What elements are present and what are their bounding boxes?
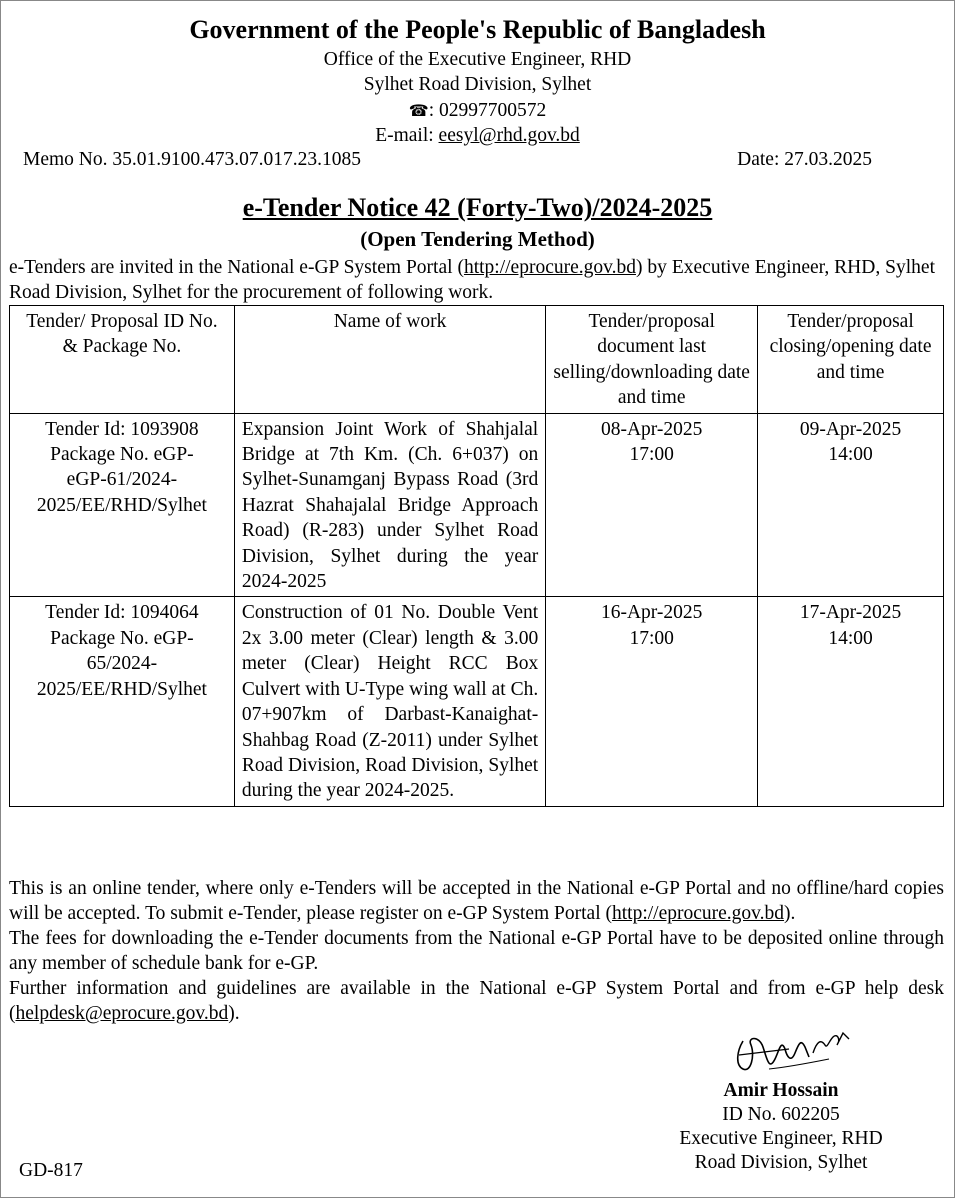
table-row (10, 597, 944, 806)
closing-date: 09-Apr-2025 (799, 418, 902, 440)
phone-number: : 02997700572 (428, 100, 547, 121)
selling-date: 16-Apr-2025 (600, 602, 703, 624)
signatory-office: Road Division, Sylhet (694, 1152, 868, 1173)
header-closing-date: Tender/proposal closing/opening date and time (758, 306, 944, 414)
tendering-method: (Open Tendering Method) (360, 227, 595, 251)
government-heading: Government of the People's Republic of Bangladesh (189, 15, 766, 44)
signatory-title: Executive Engineer, RHD (679, 1128, 883, 1149)
table-row (10, 413, 944, 597)
online-tender-paragraph (9, 876, 944, 926)
closing-time: 14:00 (828, 444, 873, 466)
closing-date-cell (758, 413, 944, 597)
header-tender-id: Tender/ Proposal ID No. & Package No. (10, 306, 235, 414)
phone-line (1, 99, 954, 124)
package-no-line: Package No. eGP- (50, 627, 194, 649)
header-name-of-work: Name of work (234, 306, 545, 414)
tender-id-cell (10, 597, 235, 806)
selling-time: 17:00 (629, 444, 674, 466)
division-line: Sylhet Road Division, Sylhet (363, 74, 592, 95)
eprocure-link[interactable]: http://eprocure.gov.bd (612, 903, 785, 924)
tender-id: Tender Id: 1094064 (45, 602, 199, 624)
work-description: Expansion Joint Work of Shahjalal Bridge at 7th Km. (Ch. 6+037) on Sylhet-Sunamganj Bypass Road (3rd Hazrat Shahajalal Bridge Approach Road) (R-283) under Sylhet Road Division, Sylhet during the year 2024-2025 (234, 413, 545, 597)
table-header-row (10, 306, 944, 414)
package-no-line: 65/2024- (86, 653, 158, 675)
helpdesk-email-link[interactable]: helpdesk@eprocure.gov.bd (15, 1003, 229, 1024)
handwritten-signature (729, 1019, 859, 1079)
closing-time: 14:00 (828, 627, 873, 649)
selling-date-cell (546, 597, 758, 806)
tender-id-cell (10, 413, 235, 597)
package-no-line: 2025/EE/RHD/Sylhet (36, 678, 207, 700)
signatory-name: Amir Hossain (723, 1080, 839, 1101)
tender-id: Tender Id: 1093908 (45, 418, 199, 440)
closing-date-cell (758, 597, 944, 806)
fees-paragraph: The fees for downloading the e-Tender documents from the National e-GP Portal have to be deposited online through any member of schedule bank for e-GP. (9, 928, 944, 974)
office-line: Office of the Executive Engineer, RHD (323, 49, 632, 70)
email-label: E-mail: (375, 125, 439, 146)
email-line (1, 124, 954, 148)
header-selling-date: Tender/proposal document last selling/downloading date and time (546, 306, 758, 414)
notice-title: e-Tender Notice 42 (Forty-Two)/2024-2025 (242, 193, 713, 222)
signatory-id: ID No. 602205 (722, 1104, 840, 1125)
memo-number: Memo No. 35.01.9100.473.07.017.23.1085 (23, 149, 361, 170)
telephone-icon: ☎ (408, 103, 429, 120)
terms-section (9, 876, 944, 1026)
package-no-line: eGP-61/2024- (66, 469, 178, 491)
work-description: Construction of 01 No. Double Vent 2x 3.00 meter (Clear) length & 3.00 meter (Clear) Height RCC Box Culvert with U-Type wing wall at Ch. 07+907km of Darbast-Kanaighat-Shahbag Road (Z-2011) under Sylhet Road Division, Road Division, Sylhet during the year 2024-2025. (234, 597, 545, 806)
signature-block (631, 1079, 931, 1175)
memo-date: Date: 27.03.2025 (737, 149, 872, 170)
further-text-start: Further information and guidelines are available in the National e-GP System Portal and from e-GP help desk ( (9, 978, 944, 1024)
intro-text-end: ) by Executive Engineer, RHD, Sylhet Road Division, Sylhet for the procurement of following work. (9, 257, 935, 303)
gd-number: GD-817 (19, 1160, 83, 1181)
selling-time: 17:00 (629, 627, 674, 649)
email-link[interactable]: eesyl@rhd.gov.bd (438, 125, 580, 146)
tender-table (9, 305, 944, 807)
online-text-start: This is an online tender, where only e-Tenders will be accepted in the National e-GP Portal and no offline/hard copies will be accepted. To submit e-Tender, please register on e-GP System Portal ( (9, 878, 944, 924)
intro-text-start: e-Tenders are invited in the National e-GP System Portal ( (9, 257, 464, 278)
package-no-line: Package No. eGP- (50, 444, 194, 466)
intro-paragraph (9, 255, 935, 305)
selling-date: 08-Apr-2025 (600, 418, 703, 440)
eprocure-link[interactable]: http://eprocure.gov.bd (463, 257, 636, 278)
closing-date: 17-Apr-2025 (799, 602, 902, 624)
package-no-line: 2025/EE/RHD/Sylhet (36, 494, 207, 516)
selling-date-cell (546, 413, 758, 597)
further-text-end: ). (228, 1003, 240, 1024)
online-text-end: ). (784, 903, 796, 924)
